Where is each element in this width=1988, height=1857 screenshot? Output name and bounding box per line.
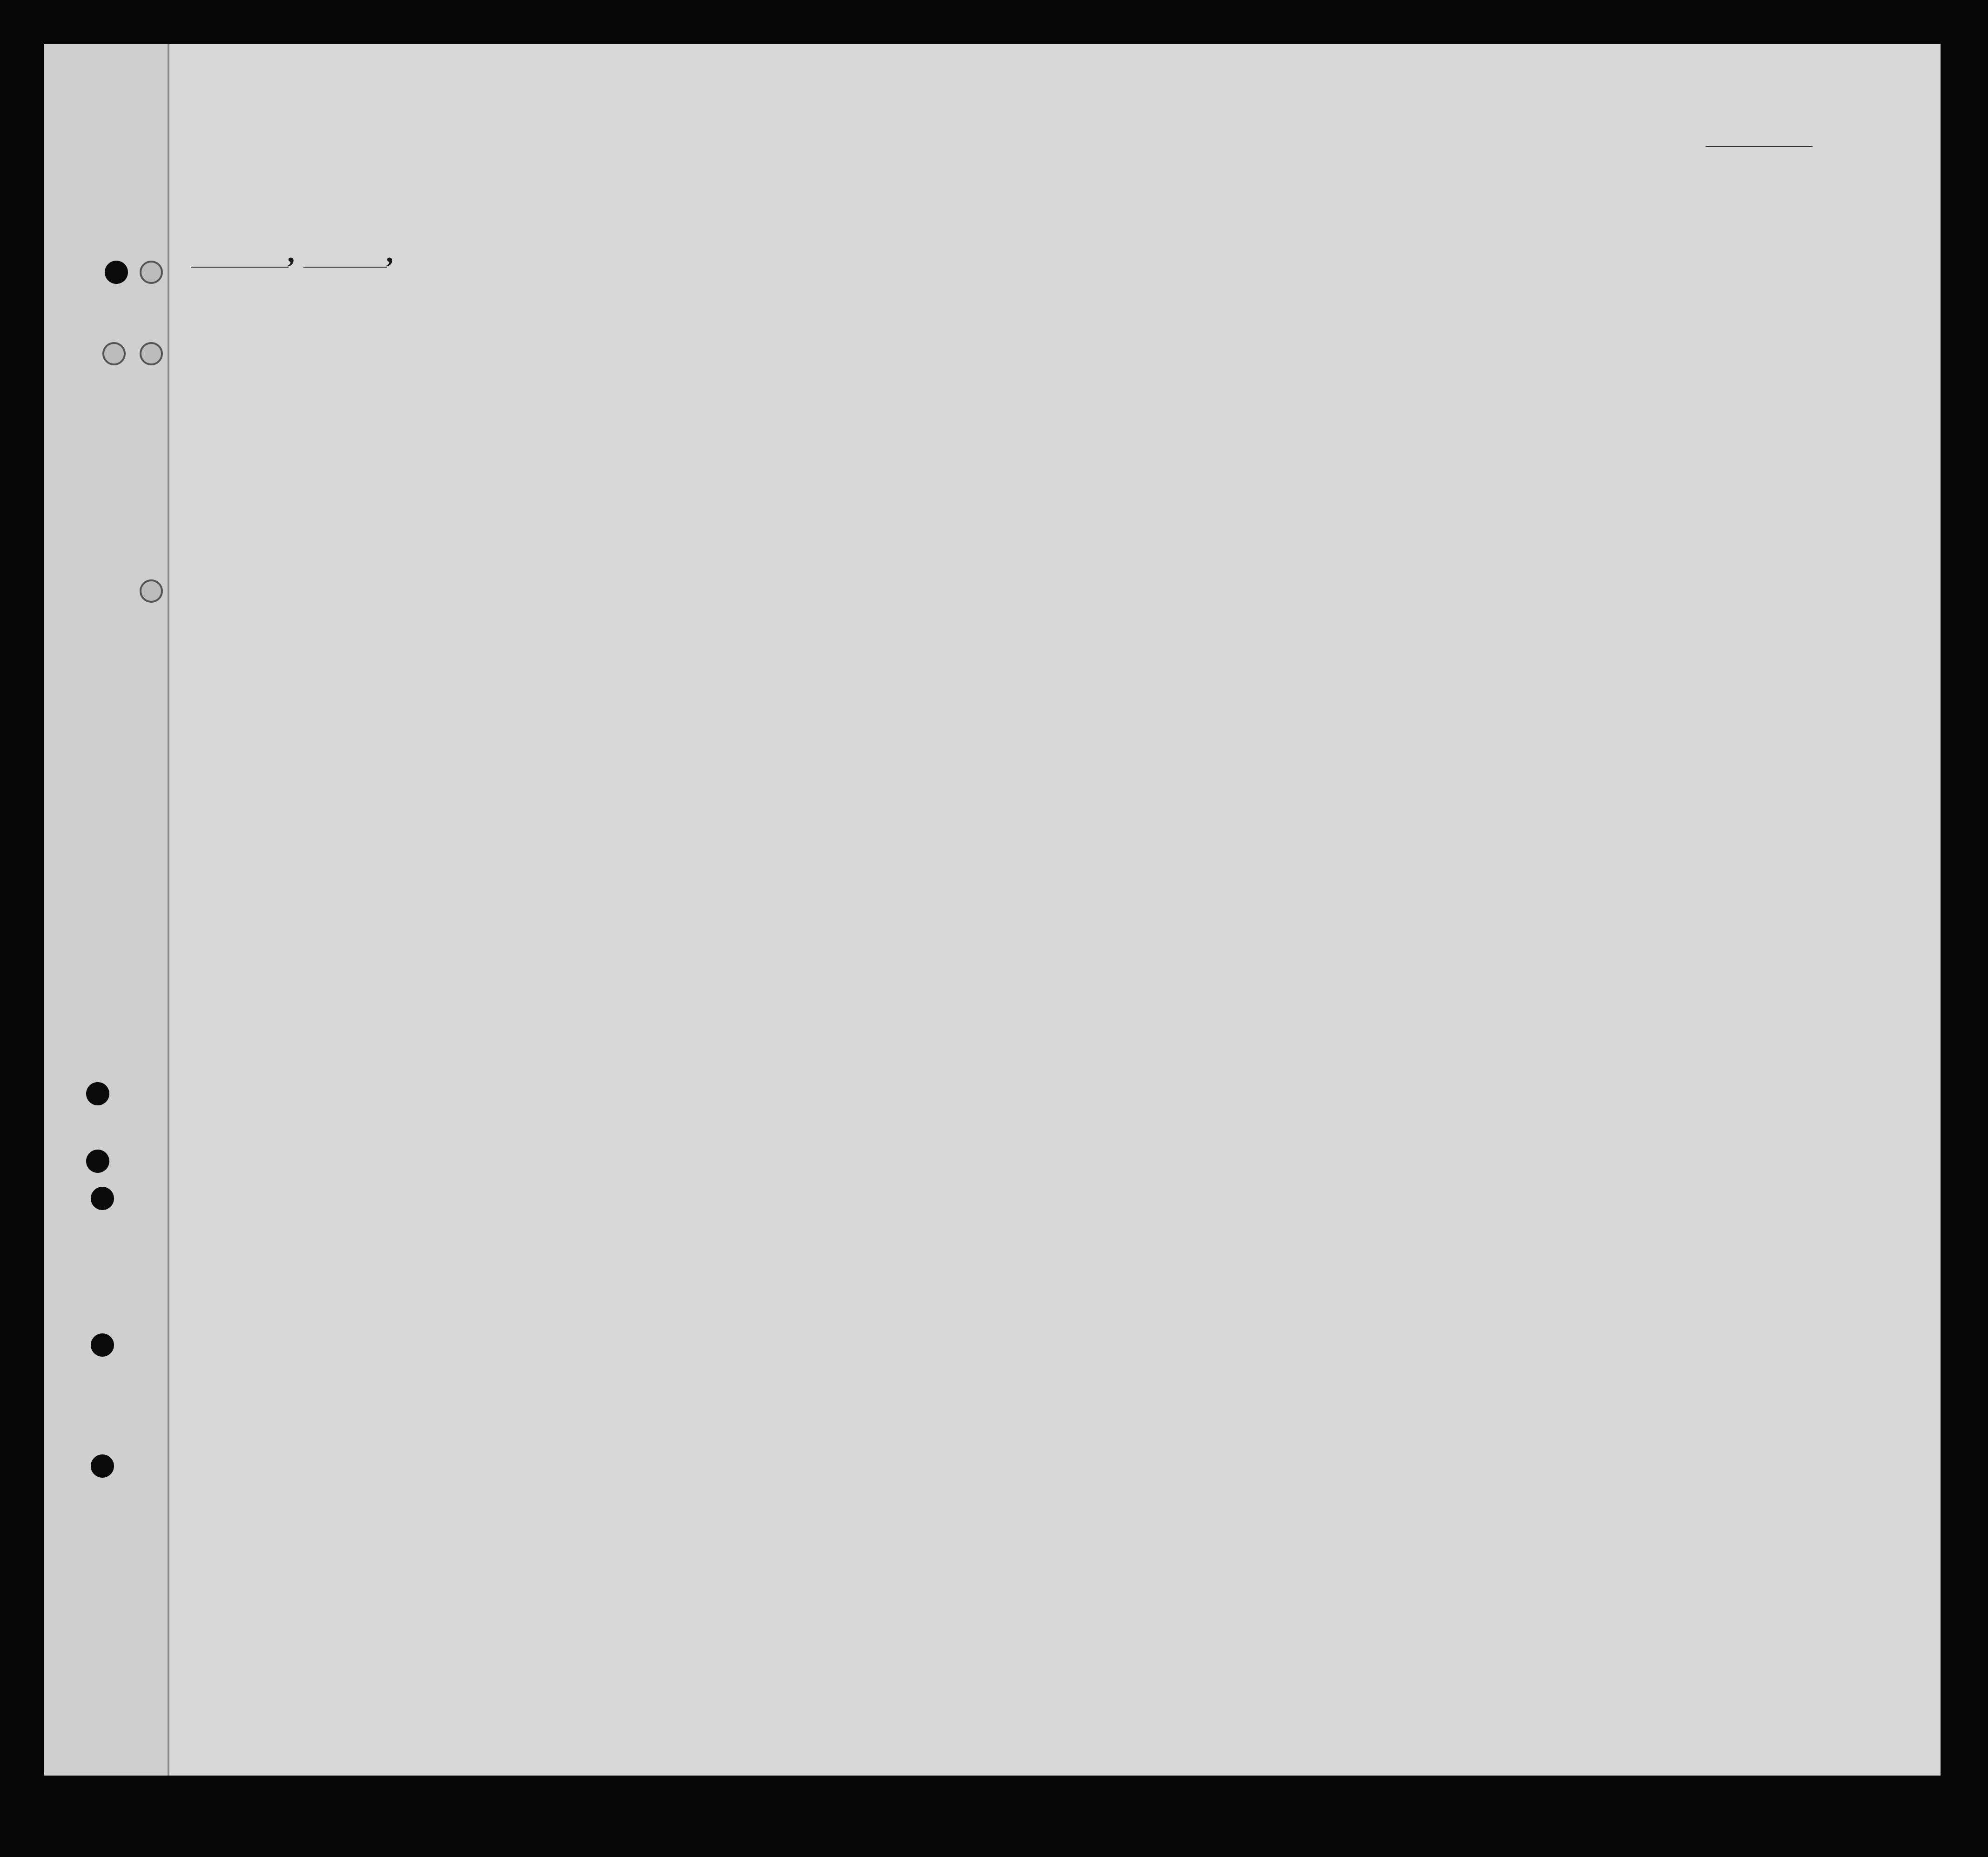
port-value (191, 251, 289, 268)
list-label (1706, 126, 1813, 153)
punch-hole (91, 1333, 114, 1357)
previous-page-edge (44, 44, 169, 1776)
arriving-port-line: , , (191, 235, 395, 269)
punch-hole (86, 1082, 109, 1105)
footer-line (1491, 1592, 1497, 1605)
footer-agents (1491, 1643, 1497, 1656)
date-value (303, 251, 387, 268)
punch-hole (140, 579, 163, 603)
punch-hole (140, 342, 163, 365)
footer-owners (1491, 1617, 1497, 1631)
punch-hole (102, 342, 126, 365)
subtitle (191, 197, 1633, 212)
manifest-page (44, 44, 1941, 1776)
punch-hole (91, 1454, 114, 1478)
punch-hole (140, 261, 163, 284)
punch-hole (105, 261, 128, 284)
punch-hole (91, 1187, 114, 1210)
punch-hole (86, 1150, 109, 1173)
